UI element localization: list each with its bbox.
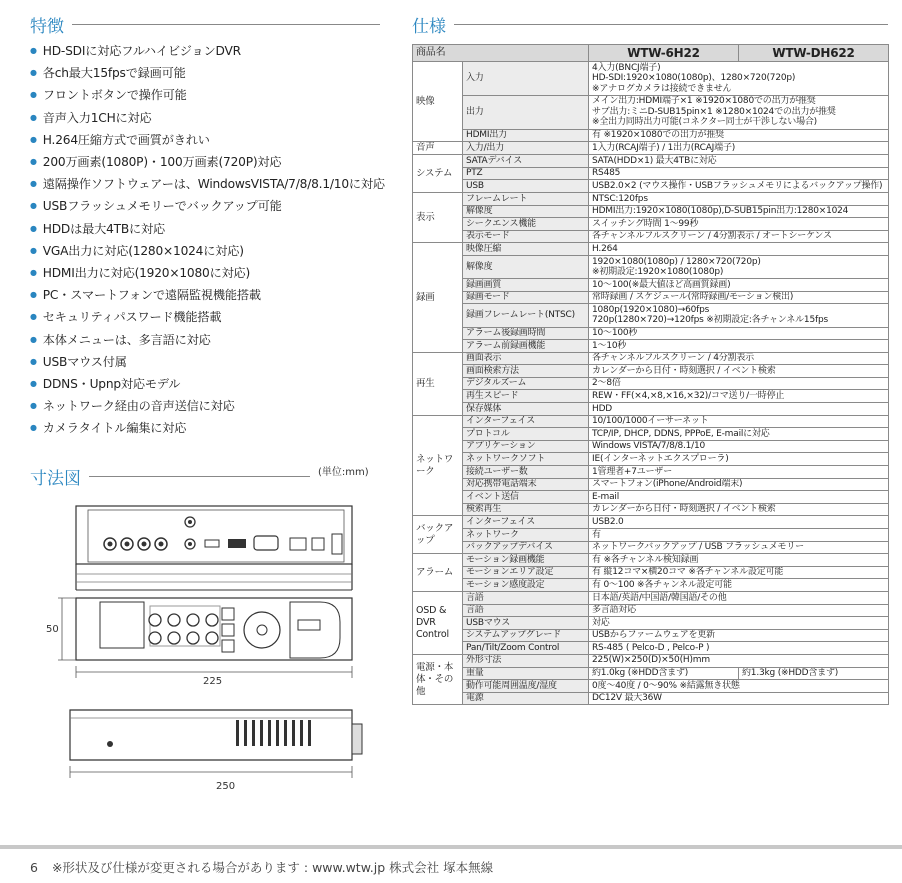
model-name: WTW-DH622	[739, 45, 889, 62]
spec-value	[589, 617, 889, 630]
spec-label: シークエンス機能	[463, 218, 589, 231]
spec-value	[589, 415, 889, 428]
spec-label: 出力	[463, 95, 589, 129]
spec-value	[589, 566, 889, 579]
spec-label: 保存媒体	[463, 403, 589, 416]
spec-value-line: ネットワークバックアップ / USB フラッシュメモリー	[592, 542, 804, 553]
spec-value-line: SATA(HDD×1) 最大4TBに対応	[592, 155, 717, 166]
spec-value	[589, 218, 889, 231]
spec-row	[413, 230, 889, 243]
spec-value-line: 225(W)×250(D)×50(H)mm	[592, 655, 710, 666]
spec-value	[589, 352, 889, 365]
spec-value-line: E-mail	[592, 491, 620, 502]
spec-row	[413, 491, 889, 504]
spec-label: Pan/Tilt/Zoom Control	[463, 642, 589, 655]
spec-row	[413, 403, 889, 416]
spec-row	[413, 218, 889, 231]
spec-value	[589, 516, 889, 529]
spec-row	[413, 617, 889, 630]
spec-value-line: メイン出力:HDMI端子×1 ※1920×1080での出力が推奨	[592, 96, 816, 107]
spec-row	[413, 478, 889, 491]
spec-label: 電源	[463, 692, 589, 705]
feature-item: ● ネットワーク経由の音声送信に対応	[30, 396, 390, 418]
spec-row	[413, 352, 889, 365]
feature-item: ● VGA出力に対応(1280×1024に対応)	[30, 241, 390, 263]
spec-value-line: 1～10秒	[592, 340, 627, 351]
dim-depth: 250	[216, 781, 236, 792]
spec-value-line: REW・FF(×4,×8,×16,×32)/コマ送り/一時停止	[592, 391, 785, 402]
spec-label: 対応携帯電話端末	[463, 478, 589, 491]
front-panel-view	[76, 598, 352, 660]
feature-item: ● 200万画素(1080P)・100万画素(720P)対応	[30, 152, 390, 174]
spec-label: デジタルズーム	[463, 377, 589, 390]
spec-label: アプリケーション	[463, 440, 589, 453]
features-title: 特徴	[30, 17, 64, 37]
spec-row	[413, 377, 889, 390]
spec-value-line: カレンダーから日付・時刻選択 / イベント検索	[592, 365, 776, 376]
spec-value-line: スマートフォン(iPhone/Android端末)	[592, 479, 743, 490]
spec-label: インターフェイス	[463, 516, 589, 529]
spec-value	[589, 340, 889, 353]
spec-value-line: TCP/IP, DHCP, DDNS, PPPoE, E-mailに対応	[592, 428, 770, 439]
spec-label: モーション録画機能	[463, 554, 589, 567]
spec-value-line: USB2.0×2 (マウス操作・USBフラッシュメモリによるバックアップ操作)	[592, 180, 883, 191]
spec-value-line: RS-485 ( Pelco-D , Pelco-P )	[592, 642, 710, 653]
spec-row	[413, 579, 889, 592]
feature-item: ● 音声入力1CHに対応	[30, 108, 390, 130]
spec-value-line: Windows VISTA/7/8/8.1/10	[592, 441, 706, 452]
back-panel-view	[76, 506, 352, 590]
feature-item: ● USBフラッシュメモリーでバックアップ可能	[30, 196, 390, 218]
spec-category: 再生	[413, 352, 463, 415]
spec-value-line: 720p(1280×720)→120fps ※初期設定:各チャンネル15fps	[592, 315, 828, 326]
feature-item: ● カメラタイトル編集に対応	[30, 418, 390, 440]
spec-value	[589, 129, 889, 142]
spec-label: 画面検索方法	[463, 365, 589, 378]
spec-label: アラーム前録画機能	[463, 340, 589, 353]
spec-title-bar	[412, 12, 888, 37]
spec-row	[413, 466, 889, 479]
spec-value	[589, 541, 889, 554]
dimension-drawing	[40, 498, 380, 803]
spec-label: USBマウス	[463, 617, 589, 630]
feature-item: ● 本体メニューは、多言語に対応	[30, 330, 390, 352]
feature-item: ● 各ch最大15fpsで録画可能	[30, 63, 390, 85]
spec-value	[589, 629, 889, 642]
spec-label: 解像度	[463, 255, 589, 278]
spec-row	[413, 192, 889, 205]
spec-label: 映像圧縮	[463, 243, 589, 256]
spec-value-line: 2～8倍	[592, 378, 621, 389]
spec-row	[413, 365, 889, 378]
spec-value-line: HD-SDI:1920×1080(1080p)、1280×720(720p)	[592, 73, 796, 84]
unit-note: (単位:mm)	[318, 467, 369, 478]
spec-value-line: カレンダーから日付・時刻選択 / イベント検索	[592, 504, 776, 515]
spec-value-line: USBからファームウェアを更新	[592, 630, 715, 641]
spec-row	[413, 529, 889, 542]
spec-value	[589, 390, 889, 403]
spec-category: 音声	[413, 142, 463, 155]
product-name-label: 商品名	[413, 45, 589, 62]
spec-value	[589, 180, 889, 193]
spec-row	[413, 692, 889, 705]
spec-row	[413, 279, 889, 292]
spec-row	[413, 291, 889, 304]
features-title-bar	[30, 12, 380, 37]
spec-row	[413, 629, 889, 642]
spec-label: イベント送信	[463, 491, 589, 504]
spec-value-line: 1入力(RCAJ端子) / 1出力(RCAJ端子)	[592, 142, 736, 153]
spec-value-line: USB2.0	[592, 516, 624, 527]
spec-value	[589, 279, 889, 292]
spec-value-line: DC12V 最大36W	[592, 693, 662, 704]
spec-row	[413, 566, 889, 579]
spec-value	[589, 591, 889, 604]
spec-label: インターフェイス	[463, 415, 589, 428]
spec-value	[589, 654, 889, 667]
side-view	[70, 710, 362, 760]
spec-label: 録画画質	[463, 279, 589, 292]
spec-value-line: 1080p(1920×1080)→60fps	[592, 304, 710, 315]
feature-item: ● HD-SDIに対応フルハイビジョンDVR	[30, 41, 390, 63]
spec-value-line: 各チャンネルフルスクリーン / 4分割表示	[592, 353, 754, 364]
spec-value-line: RS485	[592, 168, 621, 179]
spec-value-line: 10～100(※最大値ほど高画質録画)	[592, 279, 731, 290]
spec-label: 解像度	[463, 205, 589, 218]
spec-value-line: 対応	[592, 617, 610, 628]
footer-band	[0, 845, 902, 849]
footer	[30, 858, 493, 876]
feature-item: ● HDMI出力に対応(1920×1080に対応)	[30, 263, 390, 285]
spec-label: SATAデバイス	[463, 155, 589, 168]
spec-row	[413, 340, 889, 353]
spec-label: プロトコル	[463, 428, 589, 441]
spec-label: 言語	[463, 604, 589, 617]
spec-row	[413, 604, 889, 617]
dim-height: 50	[46, 624, 59, 635]
spec-row	[413, 415, 889, 428]
spec-table	[412, 44, 889, 705]
spec-value-line: 10～100秒	[592, 328, 638, 339]
spec-row	[413, 129, 889, 142]
spec-label: アラーム後録画時間	[463, 327, 589, 340]
spec-value-line: 常時録画 / スケジュール(常時録画/モーション検出)	[592, 292, 794, 303]
spec-row	[413, 167, 889, 180]
feature-list	[30, 41, 390, 441]
footer-text: ※形状及び仕様が変更される場合があります : www.wtw.jp 株式会社 塚本無線	[51, 860, 494, 875]
spec-value	[589, 377, 889, 390]
spec-label: 検索再生	[463, 503, 589, 516]
spec-value-line: 10/100/1000イーサーネット	[592, 416, 709, 427]
spec-row	[413, 255, 889, 278]
dimensions-title: 寸法図	[30, 469, 81, 489]
spec-label: ネットワーク	[463, 529, 589, 542]
feature-item: ● H.264圧縮方式で画質がきれい	[30, 130, 390, 152]
spec-category: バックアップ	[413, 516, 463, 554]
feature-item: ● フロントボタンで操作可能	[30, 85, 390, 107]
feature-item: ● USBマウス付属	[30, 352, 390, 374]
spec-label: バックアップデバイス	[463, 541, 589, 554]
spec-value	[589, 453, 889, 466]
spec-value	[589, 554, 889, 567]
spec-value-line: 有 縦12コマ×横20コマ ※各チャンネル設定可能	[592, 567, 784, 578]
spec-row	[413, 554, 889, 567]
spec-value	[589, 155, 889, 168]
spec-row	[413, 243, 889, 256]
spec-value	[589, 478, 889, 491]
spec-row	[413, 205, 889, 218]
feature-item: ● DDNS・Upnp対応モデル	[30, 374, 390, 396]
feature-item: ● 遠隔操作ソフトウェアーは、WindowsVISTA/7/8/8.1/10に対応	[30, 174, 390, 196]
spec-value	[589, 440, 889, 453]
spec-row	[413, 680, 889, 693]
spec-category: 録画	[413, 243, 463, 352]
spec-category: アラーム	[413, 554, 463, 592]
spec-category: 表示	[413, 192, 463, 242]
spec-value	[589, 529, 889, 542]
spec-value	[589, 255, 889, 278]
spec-value-line: 多言語対応	[592, 605, 637, 616]
title-rule	[454, 24, 888, 25]
spec-value-line: スイッチング時間 1～99秒	[592, 218, 699, 229]
spec-value-line: 1管理者+7ユーザー	[592, 466, 672, 477]
spec-category: 映像	[413, 62, 463, 142]
spec-value-line: H.264	[592, 243, 618, 254]
spec-row	[413, 95, 889, 129]
spec-value-line: 1920×1080(1080p) / 1280×720(720p)	[592, 256, 761, 267]
spec-label: ネットワークソフト	[463, 453, 589, 466]
spec-row	[413, 642, 889, 655]
spec-category: OSD & DVR Control	[413, 591, 463, 654]
spec-value	[589, 95, 889, 129]
spec-row	[413, 541, 889, 554]
title-rule	[89, 476, 310, 477]
spec-label: 動作可能周囲温度/湿度	[463, 680, 589, 693]
spec-value	[589, 192, 889, 205]
spec-value	[589, 230, 889, 243]
title-rule	[72, 24, 380, 25]
spec-value-line: 有 0～100 ※各チャンネル設定可能	[592, 579, 732, 590]
spec-row	[413, 654, 889, 667]
spec-value	[589, 291, 889, 304]
spec-row	[413, 667, 889, 680]
spec-header-row	[413, 45, 889, 62]
spec-label: フレームレート	[463, 192, 589, 205]
spec-value-line: 日本語/英語/中国語/韓国語/その他	[592, 592, 727, 603]
spec-value-line: HDD	[592, 403, 613, 414]
page-number: 6	[30, 860, 38, 875]
spec-value	[589, 243, 889, 256]
spec-value	[589, 304, 889, 327]
spec-value-line: サブ出力:ミニD-SUB15pin×1 ※1280×1024での出力が推奨	[592, 106, 836, 117]
spec-value	[589, 327, 889, 340]
spec-value	[589, 167, 889, 180]
spec-row	[413, 591, 889, 604]
spec-row	[413, 142, 889, 155]
feature-item: ● HDDは最大4TBに対応	[30, 219, 390, 241]
spec-label: USB	[463, 180, 589, 193]
spec-value	[589, 692, 889, 705]
spec-value-line: NTSC:120fps	[592, 193, 648, 204]
spec-label: モーション感度設定	[463, 579, 589, 592]
spec-value-line: 各チャンネルフルスクリーン / 4分割表示 / オートシーケンス	[592, 231, 832, 242]
spec-row	[413, 440, 889, 453]
spec-value-line: IE(インターネットエクスプローラ)	[592, 453, 729, 464]
dim-width: 225	[203, 676, 223, 687]
spec-label: システムアップグレード	[463, 629, 589, 642]
spec-row	[413, 453, 889, 466]
spec-label: 言語	[463, 591, 589, 604]
spec-row	[413, 304, 889, 327]
spec-value	[589, 642, 889, 655]
spec-value	[589, 62, 889, 96]
spec-label: 入力	[463, 62, 589, 96]
spec-row	[413, 503, 889, 516]
spec-row	[413, 155, 889, 168]
spec-label: 外形寸法	[463, 654, 589, 667]
spec-row	[413, 516, 889, 529]
spec-value: 約1.0kg (※HDD含まず)	[589, 667, 739, 680]
spec-label: 表示モード	[463, 230, 589, 243]
spec-label: 画面表示	[463, 352, 589, 365]
spec-category: システム	[413, 155, 463, 193]
spec-value: 約1.3kg (※HDD含まず)	[739, 667, 889, 680]
spec-row	[413, 180, 889, 193]
spec-value-line: HDMI出力:1920×1080(1080p),D-SUB15pin出力:1280×1024	[592, 206, 849, 217]
spec-value	[589, 466, 889, 479]
spec-value-line: 0度～40度 / 0～90% ※結露無き状態	[592, 680, 740, 691]
spec-row	[413, 62, 889, 96]
spec-value-line: 有 ※各チャンネル検知録画	[592, 554, 699, 565]
spec-row	[413, 327, 889, 340]
spec-label: PTZ	[463, 167, 589, 180]
spec-label: 入力/出力	[463, 142, 589, 155]
spec-value-line: ※アナログカメラは接続できません	[592, 83, 732, 94]
spec-label: 録画モード	[463, 291, 589, 304]
spec-value-line: ※初期設定:1920×1080(1080p)	[592, 267, 724, 278]
spec-value	[589, 205, 889, 218]
spec-value	[589, 365, 889, 378]
spec-label: HDMI出力	[463, 129, 589, 142]
spec-value	[589, 579, 889, 592]
spec-value	[589, 491, 889, 504]
spec-value	[589, 503, 889, 516]
spec-value	[589, 604, 889, 617]
spec-value	[589, 680, 889, 693]
spec-label: 再生スピード	[463, 390, 589, 403]
spec-value	[589, 428, 889, 441]
spec-value-line: ※全出力同時出力可能(コネクター同士が干渉しない場合)	[592, 117, 817, 128]
spec-label: 重量	[463, 667, 589, 680]
spec-category: 電源・本体・その他	[413, 654, 463, 704]
spec-value	[589, 142, 889, 155]
spec-row	[413, 428, 889, 441]
spec-label: 録画フレームレート(NTSC)	[463, 304, 589, 327]
spec-value-line: 4入力(BNCJ端子)	[592, 62, 661, 73]
spec-value-line: 有 ※1920×1080での出力が推奨	[592, 130, 724, 141]
spec-title: 仕様	[412, 17, 446, 37]
feature-item: ● PC・スマートフォンで遠隔監視機能搭載	[30, 285, 390, 307]
model-name: WTW-6H22	[589, 45, 739, 62]
spec-value	[589, 403, 889, 416]
feature-item: ● セキュリティパスワード機能搭載	[30, 307, 390, 329]
dimensions-title-bar	[30, 464, 310, 489]
spec-label: 接続ユーザー数	[463, 466, 589, 479]
spec-label: モーションエリア設定	[463, 566, 589, 579]
spec-row	[413, 390, 889, 403]
spec-value-line: 有	[592, 529, 601, 540]
spec-category: ネットワーク	[413, 415, 463, 516]
